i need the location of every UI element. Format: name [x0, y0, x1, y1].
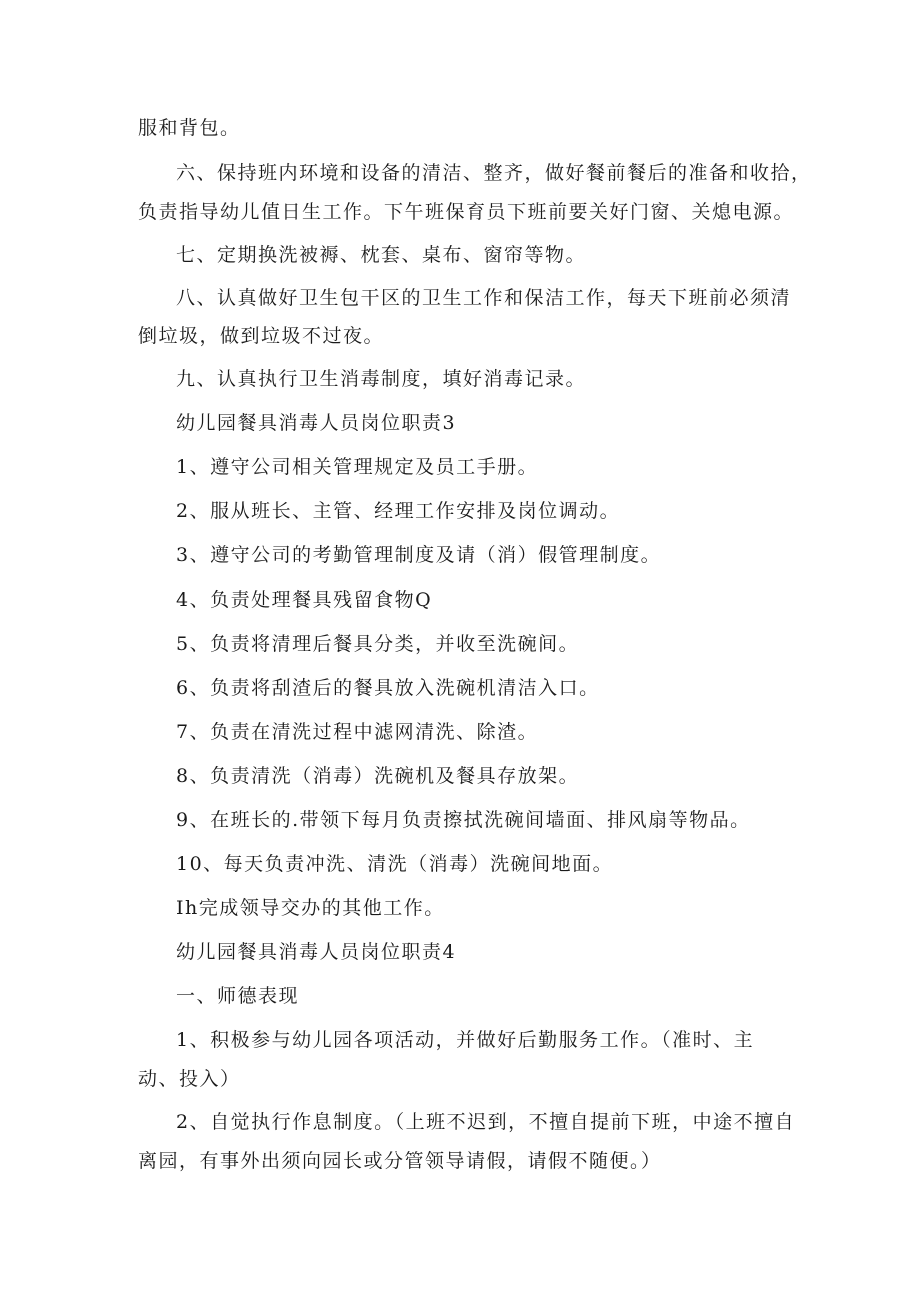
list-item: 9、在班长的.带领下每月负责擦拭洗碗间墙面、排风扇等物品。	[176, 809, 751, 831]
list-item: 5、负责将清理后餐具分类，并收至洗碗间。	[176, 633, 580, 655]
list-item: 10、每天负责冲洗、清洗（消毒）洗碗间地面。	[176, 853, 614, 875]
list-item: 4、负责处理餐具残留食物Q	[176, 589, 433, 611]
list-item-continuation: 离园，有事外出须向园长或分管领导请假，请假不随便。）	[138, 1150, 662, 1172]
paragraph-line: 负责指导幼儿值日生工作。下午班保育员下班前要关好门窗、关熄电源。	[138, 201, 795, 223]
paragraph-line: 六、保持班内环境和设备的清洁、整齐，做好餐前餐后的准备和收拾，	[176, 162, 812, 184]
list-item-continuation: 动、投入）	[138, 1068, 241, 1090]
list-item: 1、遵守公司相关管理规定及员工手册。	[176, 456, 539, 478]
section-heading: 幼儿园餐具消毒人员岗位职责4	[176, 941, 457, 963]
paragraph-line: 九、认真执行卫生消毒制度，填好消毒记录。	[176, 368, 587, 390]
list-item: 2、自觉执行作息制度。（上班不迟到，不擅自提前下班，中途不擅自	[176, 1111, 796, 1133]
list-item: 6、负责将刮渣后的餐具放入洗碗机清洁入口。	[176, 677, 600, 699]
section-heading: 幼儿园餐具消毒人员岗位职责3	[176, 412, 457, 434]
list-item: 3、遵守公司的考勤管理制度及请（消）假管理制度。	[176, 544, 662, 566]
paragraph-line: 服和背包。	[138, 117, 241, 139]
list-item: Ih完成领导交办的其他工作。	[176, 897, 445, 919]
list-item: 1、积极参与幼儿园各项活动，并做好后勤服务工作。（准时、主	[176, 1029, 755, 1051]
paragraph-line: 七、定期换洗被褥、枕套、桌布、窗帘等物。	[176, 244, 587, 266]
list-item: 8、负责清洗（消毒）洗碗机及餐具存放架。	[176, 765, 580, 787]
subsection-heading: 一、师德表现	[176, 985, 300, 1007]
list-item: 7、负责在清洗过程中滤网清洗、除渣。	[176, 721, 539, 743]
paragraph-line: 八、认真做好卫生包干区的卫生工作和保洁工作，每天下班前必须清	[176, 287, 792, 309]
paragraph-line: 倒垃圾，做到垃圾不过夜。	[138, 325, 385, 347]
list-item: 2、服从班长、主管、经理工作安排及岗位调动。	[176, 500, 621, 522]
